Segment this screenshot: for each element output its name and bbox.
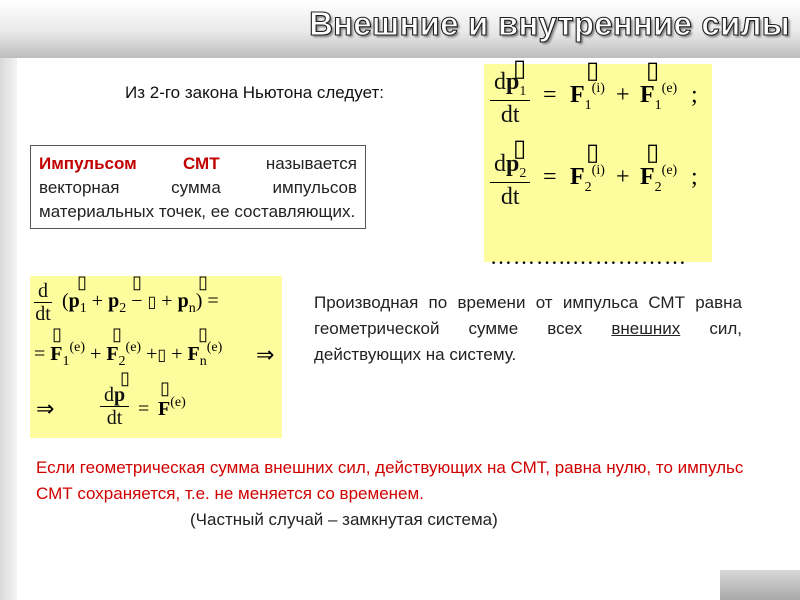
- eq2-force-external: $F_2^{(e)}$: [640, 163, 678, 195]
- eq2-force-internal: $F_2^{(i)}$: [570, 163, 605, 195]
- derivative-statement: Производная по времени от импульса СМТ равна геометрической сумме всех внешних сил, действующих на систему.: [314, 293, 742, 364]
- vector-arrow-placeholder: ▯: [77, 272, 87, 292]
- vector-arrow-placeholder: ▯: [160, 378, 170, 398]
- conservation-statement: Если геометрическая сумма внешних сил, действующих на СМТ, равна нулю, то импульс СМТ сохраняется, т.е. не меняется со временем.: [36, 458, 744, 503]
- eq1-fraction: $\frac{dp_1}{dt}$: [490, 68, 530, 129]
- sum-of-momenta: ($p_1 + p_2$ − ▯ + $p_n$) =: [62, 290, 219, 316]
- impulse-definition-text: называется векторная сумма импульсов материальных точек, ее составляющих.: [39, 154, 357, 221]
- dp-dt-fraction: $\frac{dp}{dt}$: [100, 384, 129, 429]
- vector-arrow-placeholder: ▯: [513, 136, 527, 162]
- implies-arrow: ⇒: [36, 396, 55, 421]
- vector-arrow-placeholder: ▯: [112, 324, 122, 344]
- slide-title: Внешние и внутренние силы: [309, 5, 790, 42]
- vector-arrow-placeholder: ▯: [586, 140, 600, 166]
- vector-arrow-placeholder: ▯: [198, 272, 208, 292]
- newton-law-caption: Из 2-го закона Ньютона следует:: [125, 83, 385, 102]
- eq2-equals: =: [543, 164, 557, 190]
- eq1-force-external: $F_1^{(e)}$: [640, 81, 678, 113]
- external-underlined: внешних: [611, 319, 681, 338]
- impulse-term: Импульсом СМТ: [39, 154, 220, 173]
- implies-arrow: ⇒: [256, 342, 275, 367]
- eq2-semicolon: ;: [691, 164, 698, 190]
- vector-arrow-placeholder: ▯: [646, 140, 660, 166]
- vector-arrow-placeholder: ▯: [646, 58, 660, 84]
- eq2-fraction: $\frac{dp_2}{dt}$: [490, 150, 530, 211]
- eq1-force-internal: $F_1^{(i)}$: [570, 81, 605, 113]
- corner-decor: [720, 570, 800, 600]
- eq1-equals: =: [543, 82, 557, 108]
- ellipsis-row: ………..……………: [490, 244, 687, 269]
- closed-system-note: (Частный случай – замкнутая система): [190, 510, 498, 529]
- left-decor-stripe: [0, 58, 17, 600]
- eq1-plus: +: [616, 82, 630, 108]
- impulse-definition: [30, 145, 366, 229]
- eq2-plus: +: [616, 164, 630, 190]
- sum-of-external-forces: = $F_1^{(e)} + F_2^{(e)}$ +▯ + $F_n^{(e)}$: [34, 340, 223, 369]
- vector-arrow-placeholder: ▯: [120, 368, 130, 388]
- total-external-force: $F^{(e)}$: [158, 395, 186, 420]
- vector-arrow-placeholder: ▯: [586, 58, 600, 84]
- title-bar: [0, 0, 800, 58]
- vector-arrow-placeholder: ▯: [198, 324, 208, 344]
- vector-arrow-placeholder: ▯: [52, 324, 62, 344]
- result-equals: =: [138, 398, 150, 420]
- vector-arrow-placeholder: ▯: [513, 56, 527, 82]
- ddt-fraction: $\frac{d}{dt}$: [35, 280, 51, 325]
- vector-arrow-placeholder: ▯: [132, 272, 142, 292]
- eq1-semicolon: ;: [691, 82, 698, 108]
